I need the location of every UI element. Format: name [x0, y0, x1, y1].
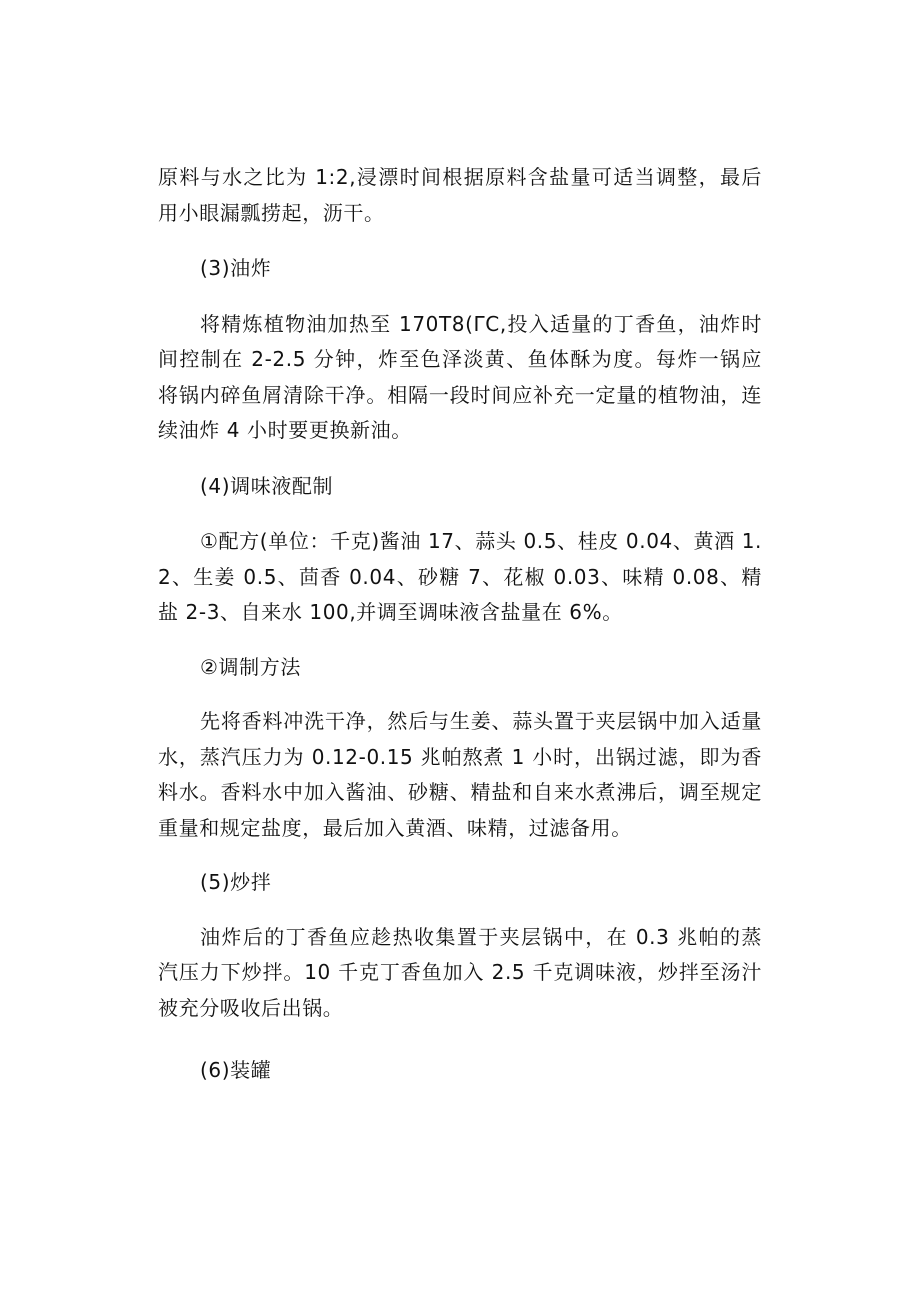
paragraph-preparation-method: 先将香料冲洗干净，然后与生姜、蒜头置于夹层锅中加入适量水，蒸汽压力为 0.12-0.15 兆帕熬煮 1 小时，出锅过滤，即为香料水。香料水中加入酱油、砂糖、精盐和自来水煮沸后，调至规定重量和规定盐度，最后加入黄酒、味精，过滤备用。 — [158, 709, 762, 840]
heading-frying: (3)油炸 — [200, 256, 272, 280]
paragraph-formula: ①配方(单位：千克)酱油 17、蒜头 0.5、桂皮 0.04、黄酒 1.2、生姜 0.5、茴香 0.04、砂糖 7、花椒 0.03、味精 0.08、精盐 2-3、自来水 100,并调至调味液含盐量在 6%。 — [158, 529, 762, 624]
heading-preparation-method: ②调制方法 — [200, 654, 301, 679]
heading-stir-mixing: (5)炒拌 — [200, 870, 272, 894]
paragraph-intro: 原料与水之比为 1:2,浸漂时间根据原料含盐量可适当调整，最后用小眼漏瓢捞起，沥干。 — [158, 165, 762, 225]
heading-canning: (6)装罐 — [200, 1058, 272, 1082]
heading-seasoning-preparation: (4)调味液配制 — [200, 473, 334, 498]
paragraph-frying: 将精炼植物油加热至 170T8(ΓC,投入适量的丁香鱼，油炸时间控制在 2-2.5 分钟，炸至色泽淡黄、鱼体酥为度。每炸一锅应将锅内碎鱼屑清除干净。相隔一段时间应补充一定量的植物油，连续油炸 4 小时要更换新油。 — [158, 311, 762, 442]
paragraph-stir-mixing: 油炸后的丁香鱼应趁热收集置于夹层锅中，在 0.3 兆帕的蒸汽压力下炒拌。10 千克丁香鱼加入 2.5 千克调味液，炒拌至汤汁被充分吸收后出锅。 — [158, 924, 762, 1020]
